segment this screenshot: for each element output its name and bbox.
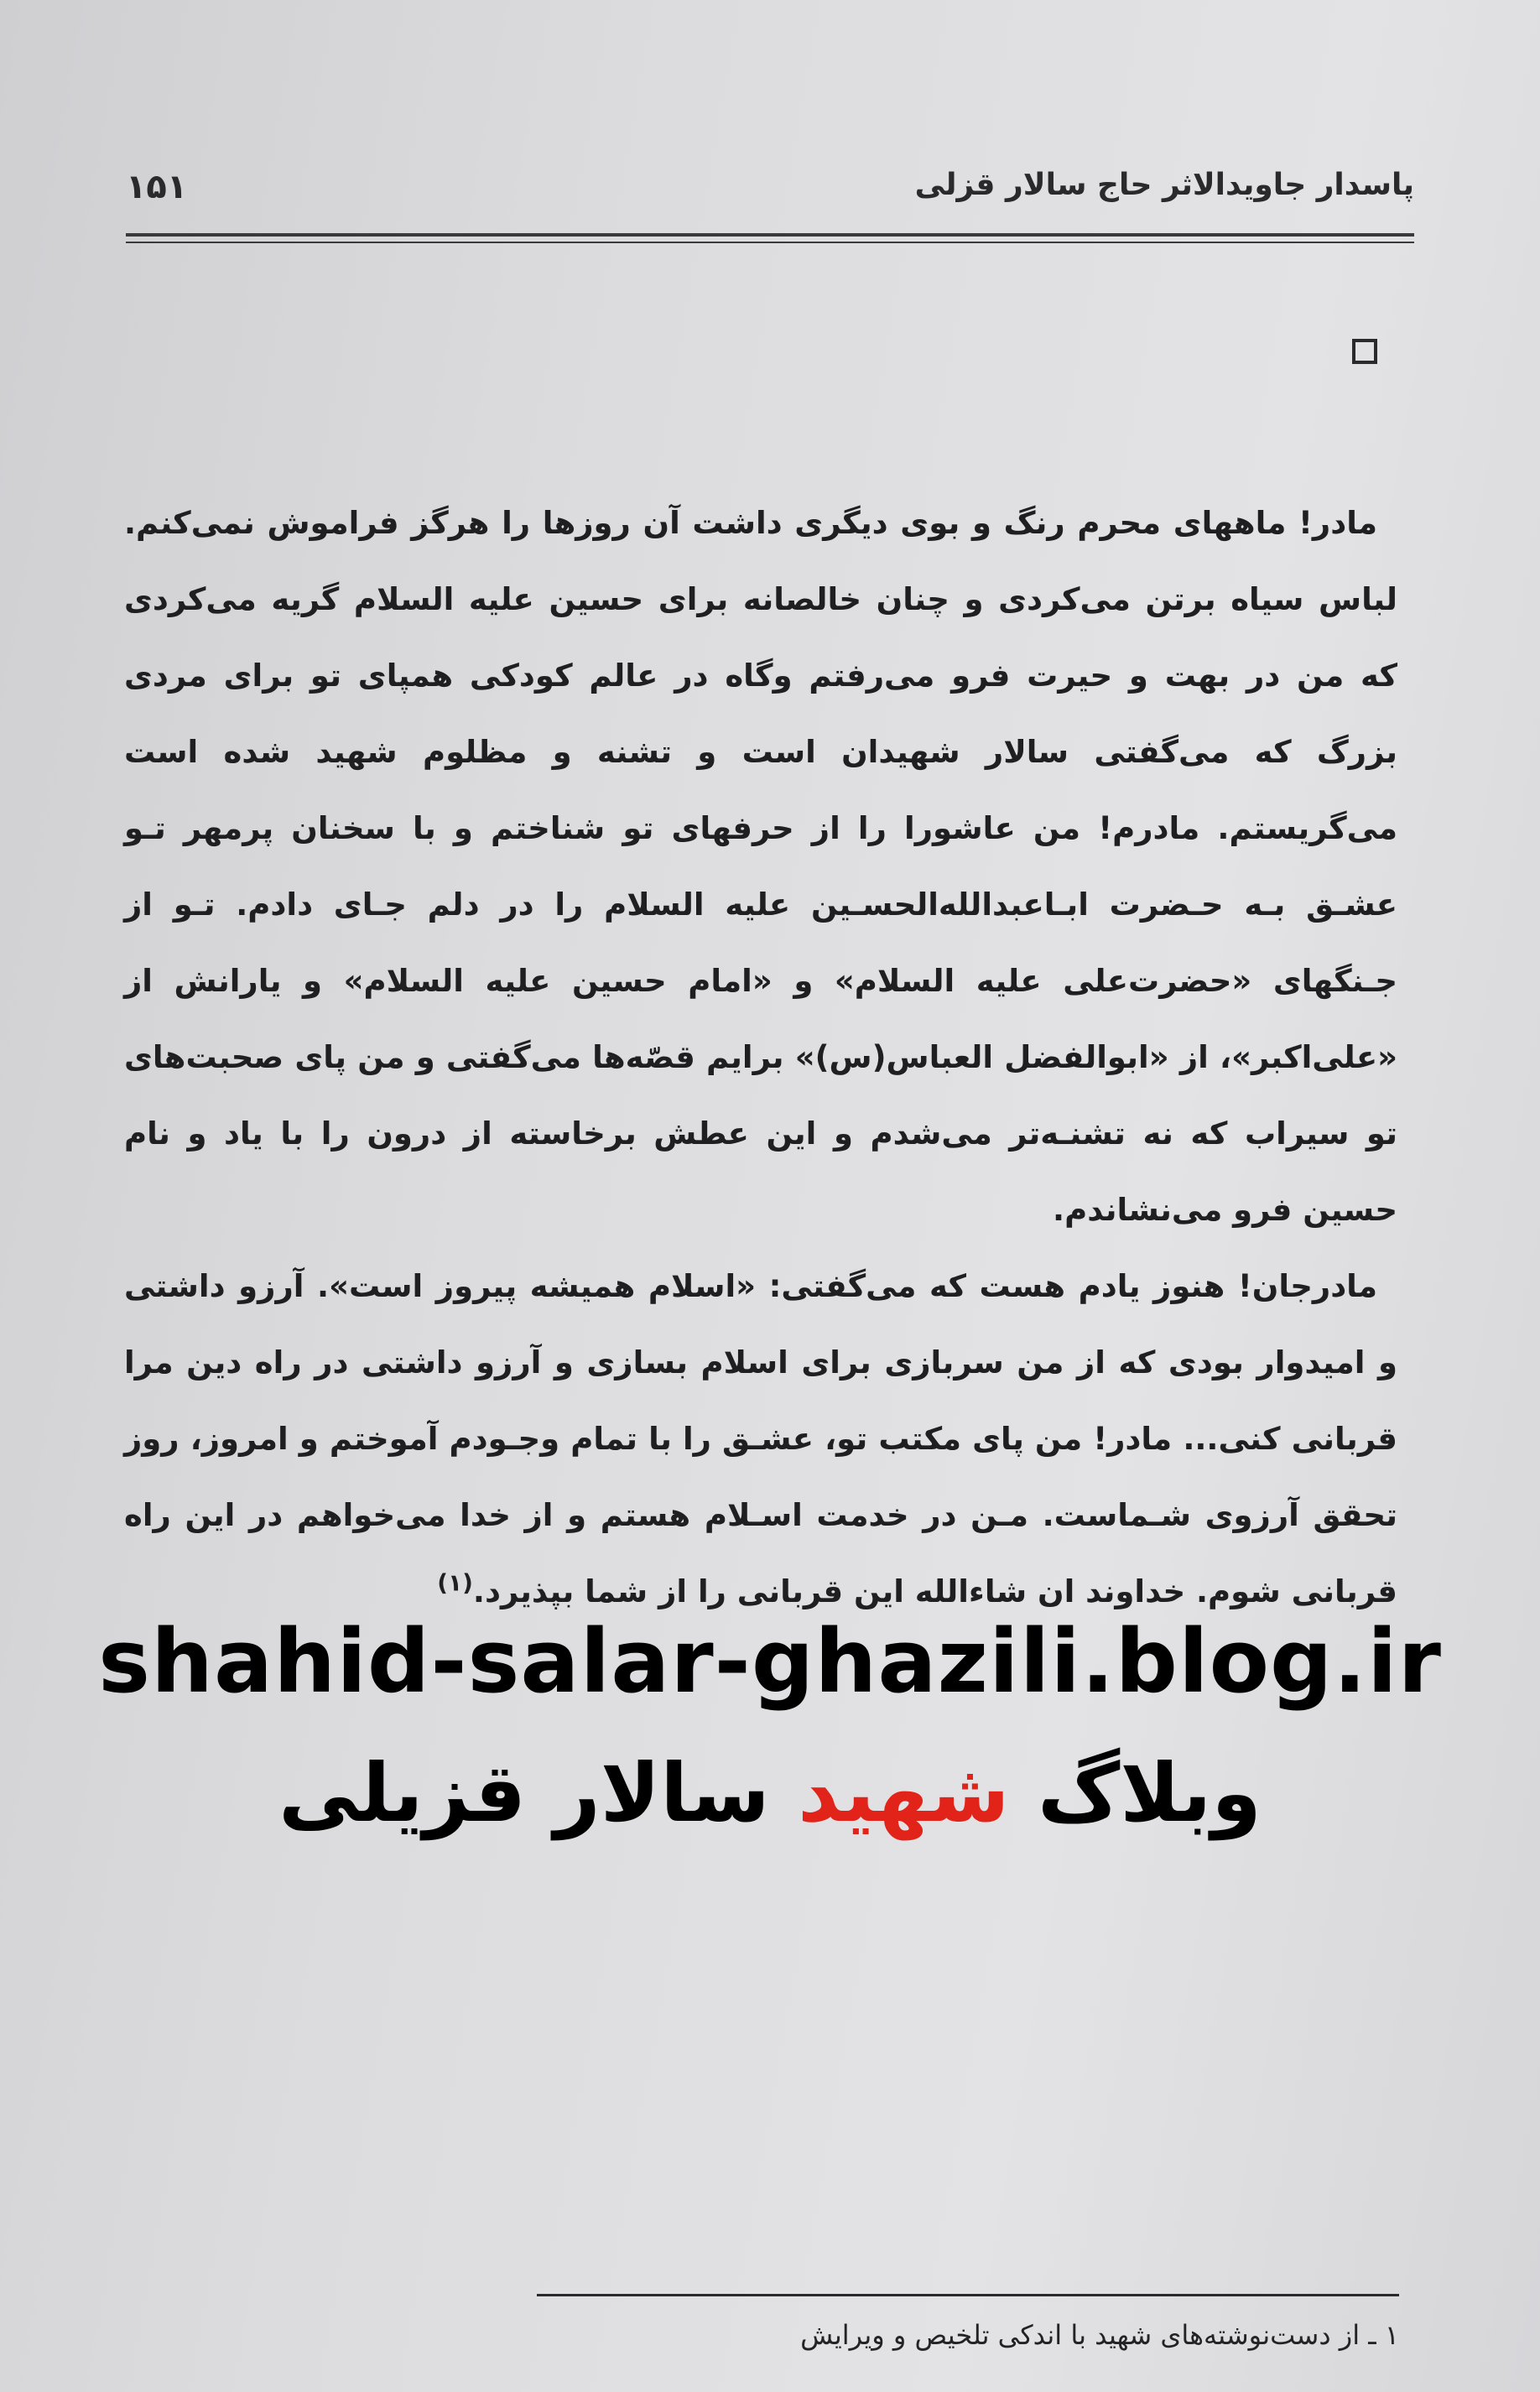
footnote: ۱ ـ از دست‌نوشته‌های شهید با اندکی تلخیص و ویرایش [800,2319,1399,2351]
header-rule-thick [126,233,1414,237]
page-number: ۱۵۱ [126,168,188,206]
watermark-title-accent: شهید [798,1746,1010,1840]
watermark-url: shahid-salar-ghazili.blog.ir [98,1610,1442,1713]
watermark-title-part1: وبلاگ [1037,1746,1262,1840]
running-header [126,159,1414,226]
watermark-title [0,1746,1540,1840]
footnote-marker: (۱) [437,1568,473,1597]
header-title: پاسدار جاویدالاثر حاج سالار قزلی [914,168,1414,202]
paragraph-2-text: مادرجان! هنوز یادم هست که می‌گفتی: «اسلام همیشه پیروز است». آرزو داشتی و امیدوار بودی که از من سربازی برای اسلام بسازی و آرزو داشتی در راه دین مرا قربانی کنی... مادر! من پای مکتب تو، عشـق را با تمام وجـودم آموختم و امروز، روز تحقق آرزوی شـماست. مـن در خدمت اسـلام هستم و از خدا می‌خواهم در این راه قربانی شوم. خداوند ان شاءالله این قربانی را از شما بپذیرد. [124,1268,1397,1609]
paragraph-2 [124,1248,1397,1630]
footnote-rule [537,2294,1399,2296]
watermark-title-part2: سالار قزیلی [278,1746,770,1840]
section-box-marker [1352,339,1377,364]
paragraph-1: مادر! ماههای محرم رنگ و بوی دیگری داشت آن روزها را هرگز فراموش نمی‌کنم. لباس سیاه برتن می‌کردی و چنان خالصانه برای حسین علیه السلام گریه می‌کردی که من در بهت و حیرت فرو می‌رفتم وگاه در عالم کودکی همپای تو برای مردی بزرگ که می‌گفتی سالار شهیدان است و تشنه و مظلوم شهید شده است می‌گریستم. مادرم! من عاشورا را از حرفهای تو شناختم و با سخنان پرمهر تـو عشـق بـه حـضرت ابـاعبدالله‌الحسـین علیه السلام را در دلم جـای دادم. تـو از جـنگهای «حضرت‌علی علیه السلام» و «امام حسین علیه السلام» و یارانش از «علی‌اکبر»، از «ابوالفضل العباس(س)» برایم قصّه‌ها می‌گفتی و من پای صحبت‌های تو سیراب که نه تشنـه‌تر می‌شدم و این عطش برخاسته از درون را با یاد و نام حسین فرو می‌نشاندم. [124,505,1397,1228]
header-rule-thin [126,242,1414,243]
letter-body [124,485,1397,1630]
